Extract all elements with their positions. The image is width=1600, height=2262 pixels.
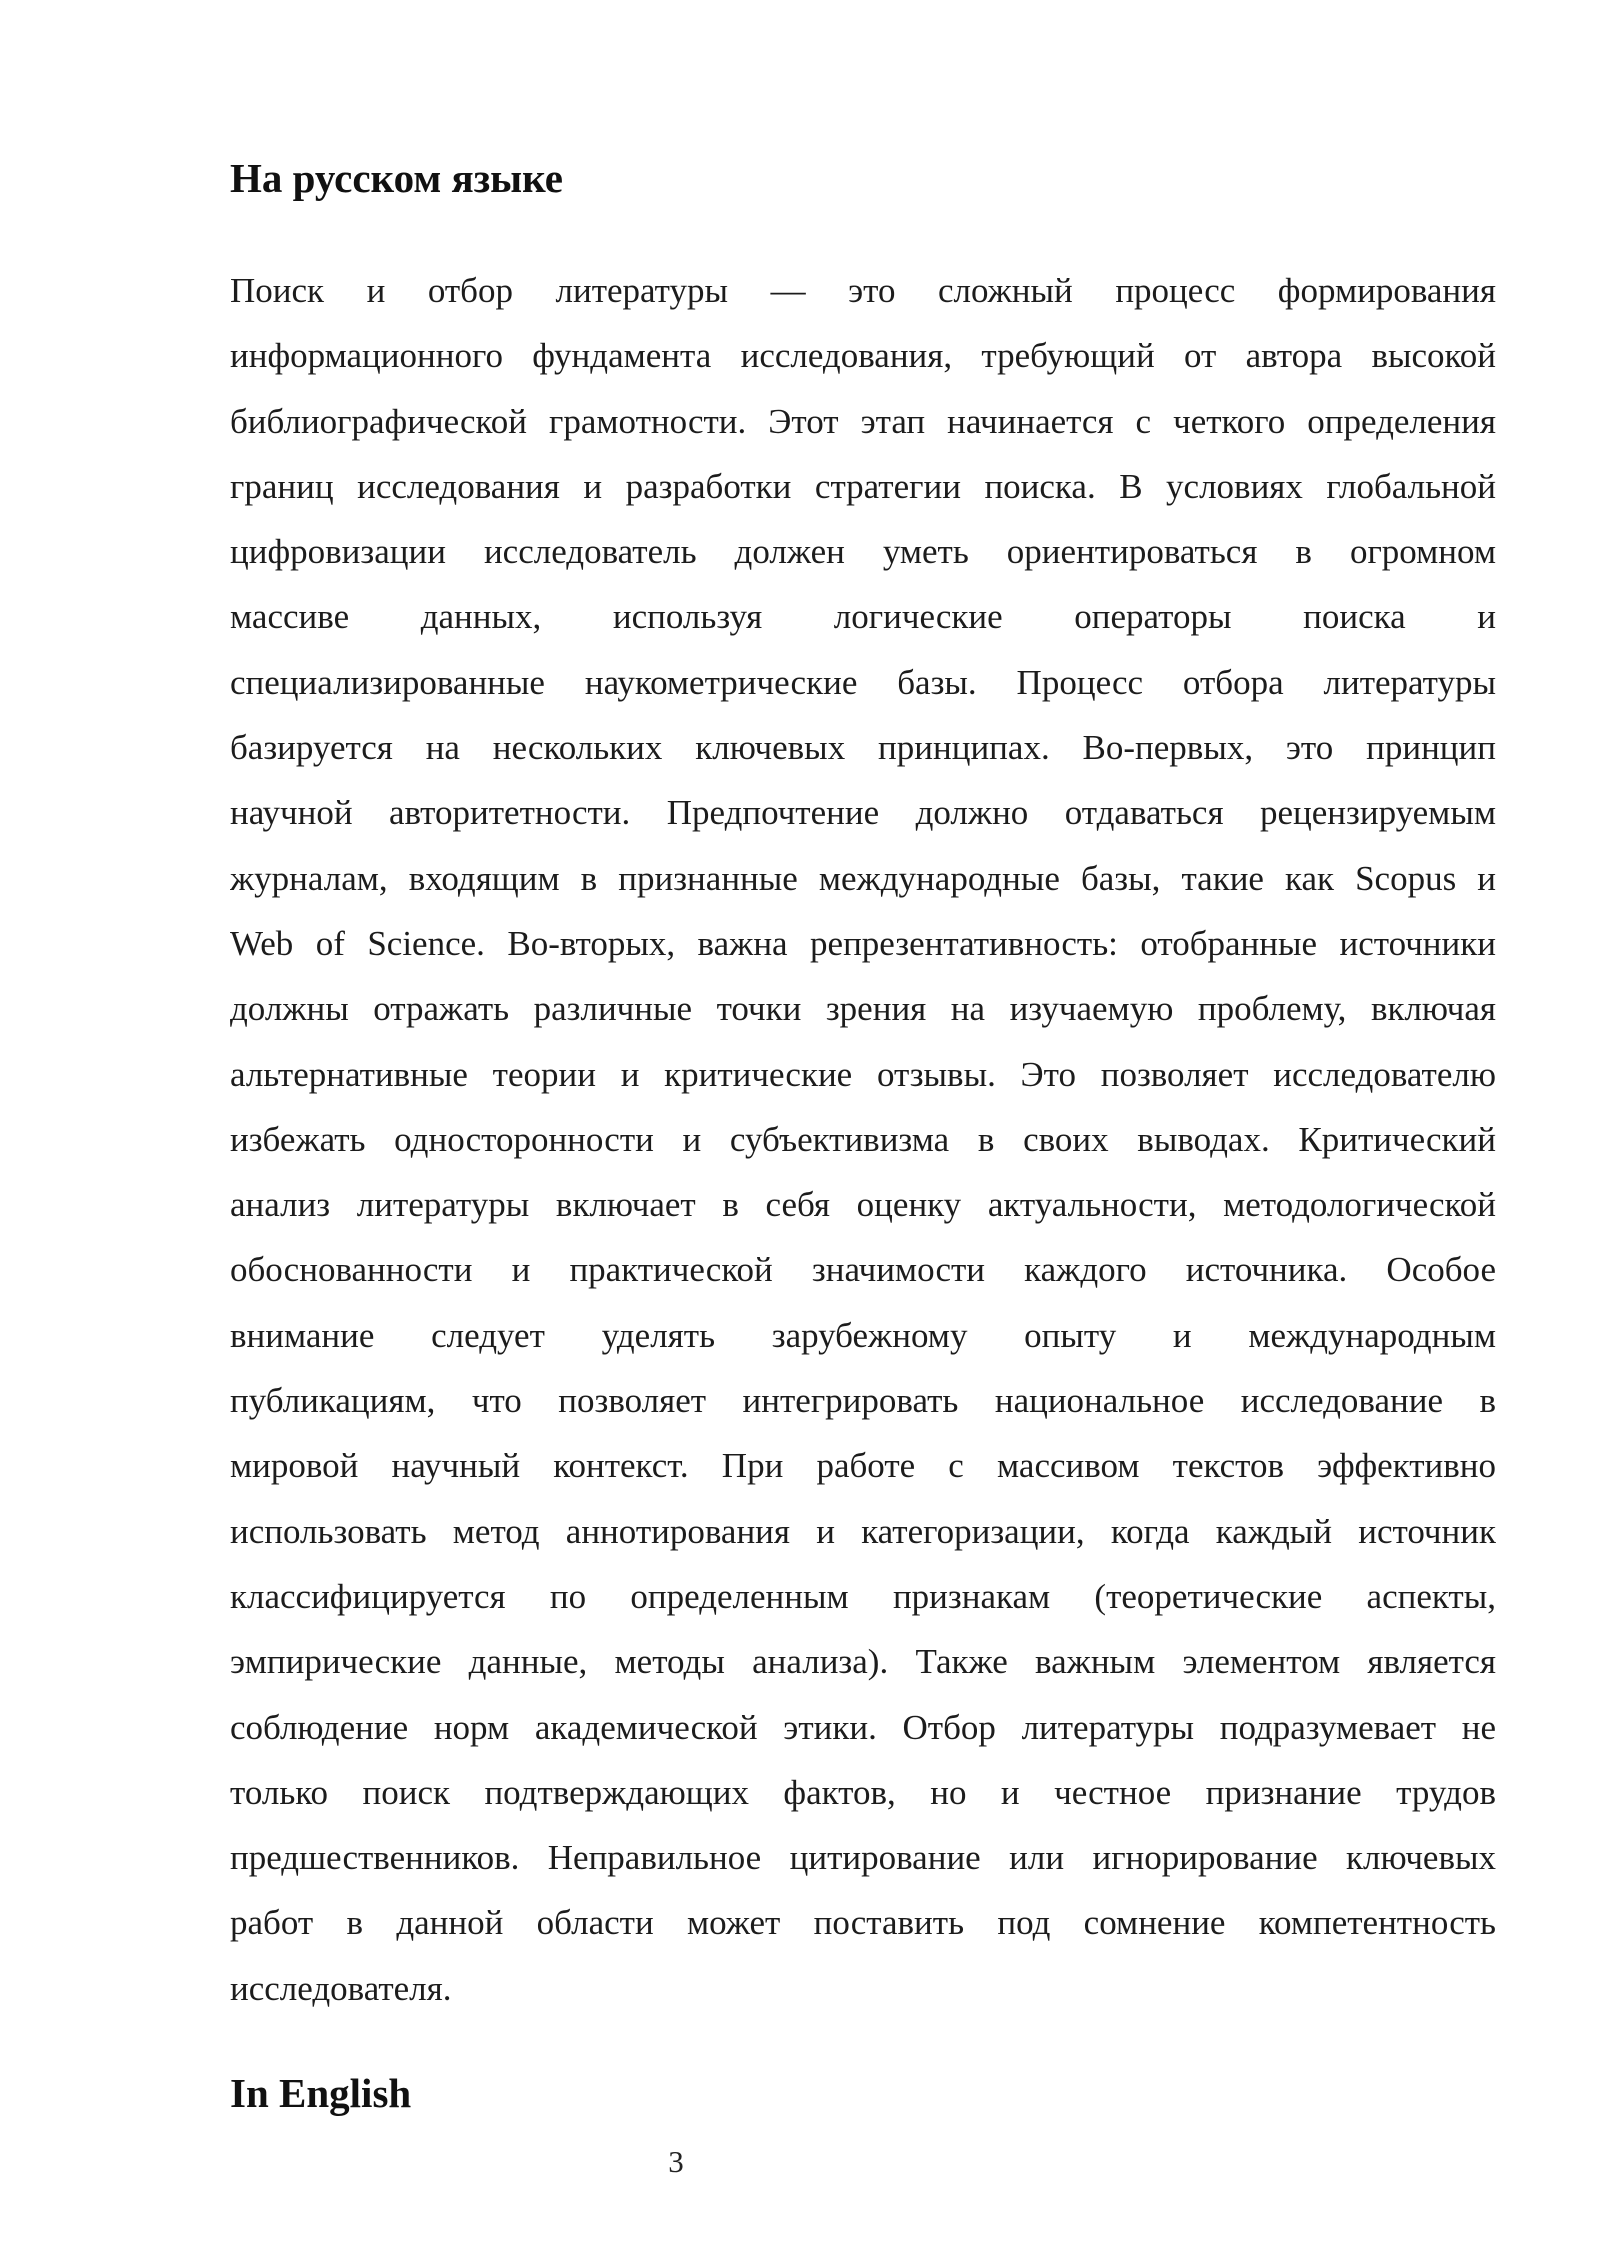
paragraph-russian [230, 258, 1496, 2021]
paragraph-line: научной авторитетности. Предпочтение должно отдаваться рецензируемым [230, 793, 1496, 833]
paragraph-line: базируется на нескольких ключевых принципах. Во-первых, это принцип [230, 728, 1496, 768]
paragraph-line: работ в данной области может поставить под сомнение компетентность [230, 1903, 1496, 1943]
paragraph-line: публикациям, что позволяет интегрировать национальное исследование в [230, 1381, 1496, 1421]
paragraph-line: границ исследования и разработки стратегии поиска. В условиях глобальной [230, 466, 1496, 506]
paragraph-line: эмпирические данные, методы анализа). Также важным элементом является [230, 1642, 1496, 1682]
paragraph-line: обоснованности и практической значимости каждого источника. Особое [230, 1250, 1496, 1290]
paragraph-line: классифицируется по определенным признакам (теоретические аспекты, [230, 1576, 1496, 1616]
paragraph-line: использовать метод аннотирования и категоризации, когда каждый источник [230, 1511, 1496, 1551]
paragraph-line: информационного фундамента исследования, требующий от автора высокой [230, 336, 1496, 376]
paragraph-line: анализ литературы включает в себя оценку актуальности, методологической [230, 1185, 1496, 1225]
paragraph-line: библиографической грамотности. Этот этап начинается с четкого определения [230, 401, 1496, 441]
section-heading-english: In English [230, 2070, 412, 2116]
paragraph-line: предшественников. Неправильное цитирование или игнорирование ключевых [230, 1838, 1496, 1878]
paragraph-line: массиве данных, используя логические операторы поиска и [230, 597, 1496, 637]
paragraph-line: внимание следует уделять зарубежному опыту и международным [230, 1315, 1496, 1355]
paragraph-line: цифровизации исследователь должен уметь ориентироваться в огромном [230, 532, 1496, 572]
paragraph-line: мировой научный контекст. При работе с массивом текстов эффективно [230, 1446, 1496, 1486]
paragraph-line: только поиск подтверждающих фактов, но и честное признание трудов [230, 1772, 1496, 1812]
page-number: 3 [668, 2144, 684, 2179]
paragraph-line: журналам, входящим в признанные международные базы, такие как Scopus и [230, 858, 1496, 898]
paragraph-line: исследователя. [230, 1968, 452, 2008]
paragraph-line: Поиск и отбор литературы — это сложный процесс формирования [230, 271, 1496, 310]
paragraph-line: альтернативные теории и критические отзывы. Это позволяет исследователю [230, 1054, 1496, 1094]
paragraph-line: соблюдение норм академической этики. Отбор литературы подразумевает не [230, 1707, 1496, 1747]
paragraph-line: Web of Science. Во-вторых, важна репрезентативность: отобранные источники [230, 923, 1496, 963]
paragraph-line: специализированные наукометрические базы. Процесс отбора литературы [230, 662, 1496, 702]
paragraph-line: должны отражать различные точки зрения на изучаемую проблему, включая [230, 989, 1496, 1029]
paragraph-line: избежать односторонности и субъективизма в своих выводах. Критический [230, 1119, 1496, 1159]
section-heading-russian: На русском языке [230, 155, 563, 201]
